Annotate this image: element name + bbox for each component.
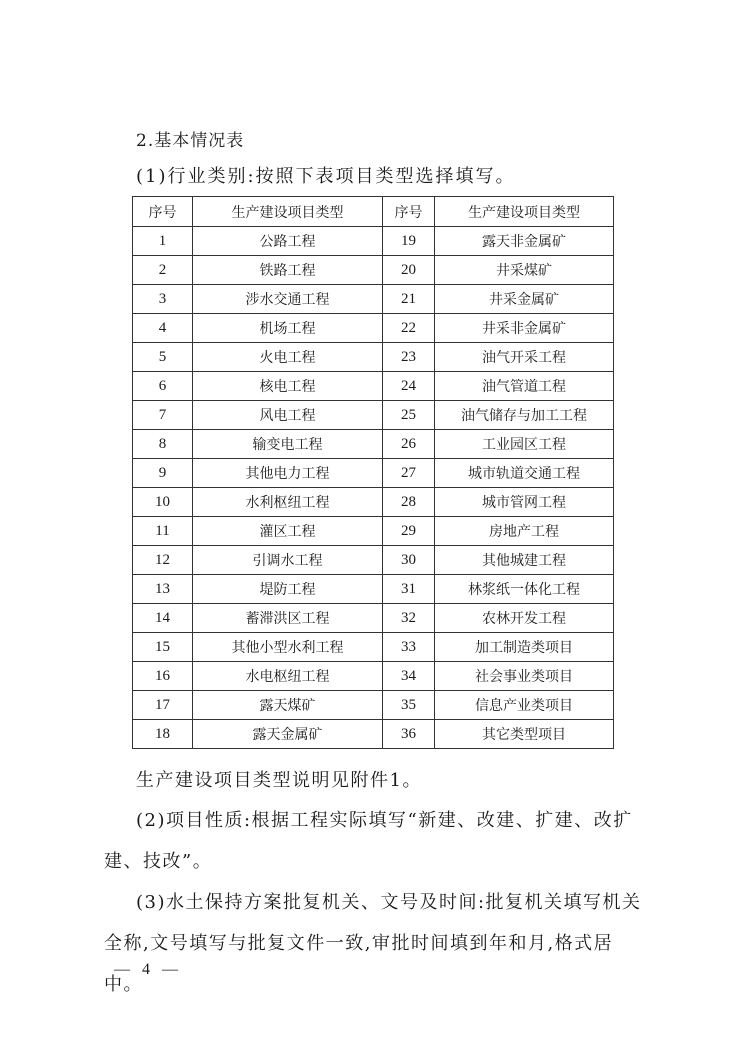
project-type-cell: 油气储存与加工工程: [435, 401, 614, 430]
table-row: [133, 720, 614, 749]
table-row: [133, 488, 614, 517]
project-type-cell: 露天金属矿: [193, 720, 383, 749]
table-row: [133, 604, 614, 633]
approval-info-paragraph: (3)水土保持方案批复机关、文号及时间:批复机关填写机关全称,文号填写与批复文件一致,审批时间填到年和月,格式居中。: [104, 892, 642, 995]
project-type-cell: 工业园区工程: [435, 430, 614, 459]
project-type-cell: 井采煤矿: [435, 256, 614, 285]
serial-cell: 23: [383, 343, 435, 372]
serial-cell: 35: [383, 691, 435, 720]
serial-cell: 12: [133, 546, 193, 575]
page-number: — 4 —: [114, 961, 182, 978]
project-type-cell: 涉水交通工程: [193, 285, 383, 314]
table-row: [133, 372, 614, 401]
project-type-cell: 输变电工程: [193, 430, 383, 459]
serial-cell: 8: [133, 430, 193, 459]
table-row: [133, 691, 614, 720]
serial-cell: 1: [133, 227, 193, 256]
project-type-cell: 社会事业类项目: [435, 662, 614, 691]
project-type-cell: 水电枢纽工程: [193, 662, 383, 691]
project-type-cell: 信息产业类项目: [435, 691, 614, 720]
project-type-cell: 林浆纸一体化工程: [435, 575, 614, 604]
project-type-cell: 井采非金属矿: [435, 314, 614, 343]
serial-cell: 21: [383, 285, 435, 314]
serial-cell: 28: [383, 488, 435, 517]
header-type-right: 生产建设项目类型: [435, 197, 614, 227]
serial-cell: 27: [383, 459, 435, 488]
serial-cell: 34: [383, 662, 435, 691]
table-row: [133, 517, 614, 546]
project-type-cell: 堤防工程: [193, 575, 383, 604]
project-type-cell: 露天煤矿: [193, 691, 383, 720]
project-type-cell: 农林开发工程: [435, 604, 614, 633]
serial-cell: 32: [383, 604, 435, 633]
project-type-cell: 其它类型项目: [435, 720, 614, 749]
table-row: [133, 314, 614, 343]
serial-cell: 26: [383, 430, 435, 459]
serial-cell: 10: [133, 488, 193, 517]
table-row: [133, 662, 614, 691]
serial-cell: 22: [383, 314, 435, 343]
industry-category-instruction: (1)行业类别:按照下表项目类型选择填写。: [136, 166, 516, 187]
table-row: [133, 633, 614, 662]
project-type-cell: 其他城建工程: [435, 546, 614, 575]
table-row: [133, 546, 614, 575]
serial-cell: 24: [383, 372, 435, 401]
table-header-row: [133, 197, 614, 227]
project-type-cell: 风电工程: [193, 401, 383, 430]
project-type-cell: 其他小型水利工程: [193, 633, 383, 662]
serial-cell: 33: [383, 633, 435, 662]
serial-cell: 18: [133, 720, 193, 749]
table-row: [133, 401, 614, 430]
project-type-cell: 公路工程: [193, 227, 383, 256]
project-type-cell: 核电工程: [193, 372, 383, 401]
serial-cell: 30: [383, 546, 435, 575]
project-type-cell: 油气管道工程: [435, 372, 614, 401]
project-type-cell: 房地产工程: [435, 517, 614, 546]
project-type-cell: 井采金属矿: [435, 285, 614, 314]
header-serial-right: 序号: [383, 197, 435, 227]
annex-note: 生产建设项目类型说明见附件1。: [136, 770, 422, 791]
table-body: [133, 227, 614, 749]
serial-cell: 15: [133, 633, 193, 662]
table-row: [133, 256, 614, 285]
project-type-cell: 油气开采工程: [435, 343, 614, 372]
serial-cell: 16: [133, 662, 193, 691]
project-type-cell: 露天非金属矿: [435, 227, 614, 256]
project-type-cell: 蓄滞洪区工程: [193, 604, 383, 633]
project-type-cell: 其他电力工程: [193, 459, 383, 488]
project-type-cell: 引调水工程: [193, 546, 383, 575]
table-row: [133, 430, 614, 459]
project-type-table: [132, 196, 614, 749]
project-type-cell: 加工制造类项目: [435, 633, 614, 662]
project-nature-paragraph: (2)项目性质:根据工程实际填写“新建、改建、扩建、改扩建、技改”。: [104, 810, 633, 872]
table-row: [133, 459, 614, 488]
project-type-cell: 灌区工程: [193, 517, 383, 546]
serial-cell: 17: [133, 691, 193, 720]
table-row: [133, 575, 614, 604]
serial-cell: 14: [133, 604, 193, 633]
serial-cell: 31: [383, 575, 435, 604]
serial-cell: 6: [133, 372, 193, 401]
project-type-cell: 城市轨道交通工程: [435, 459, 614, 488]
serial-cell: 4: [133, 314, 193, 343]
serial-cell: 25: [383, 401, 435, 430]
table-row: [133, 227, 614, 256]
table-row: [133, 343, 614, 372]
serial-cell: 2: [133, 256, 193, 285]
serial-cell: 3: [133, 285, 193, 314]
project-type-cell: 水利枢纽工程: [193, 488, 383, 517]
header-type-left: 生产建设项目类型: [193, 197, 383, 227]
header-serial-left: 序号: [133, 197, 193, 227]
project-type-cell: 城市管网工程: [435, 488, 614, 517]
serial-cell: 36: [383, 720, 435, 749]
project-type-cell: 机场工程: [193, 314, 383, 343]
section-heading: 2.基本情况表: [136, 131, 245, 151]
serial-cell: 7: [133, 401, 193, 430]
serial-cell: 19: [383, 227, 435, 256]
serial-cell: 13: [133, 575, 193, 604]
serial-cell: 20: [383, 256, 435, 285]
serial-cell: 11: [133, 517, 193, 546]
project-type-cell: 铁路工程: [193, 256, 383, 285]
project-type-cell: 火电工程: [193, 343, 383, 372]
serial-cell: 9: [133, 459, 193, 488]
serial-cell: 29: [383, 517, 435, 546]
table-row: [133, 285, 614, 314]
serial-cell: 5: [133, 343, 193, 372]
